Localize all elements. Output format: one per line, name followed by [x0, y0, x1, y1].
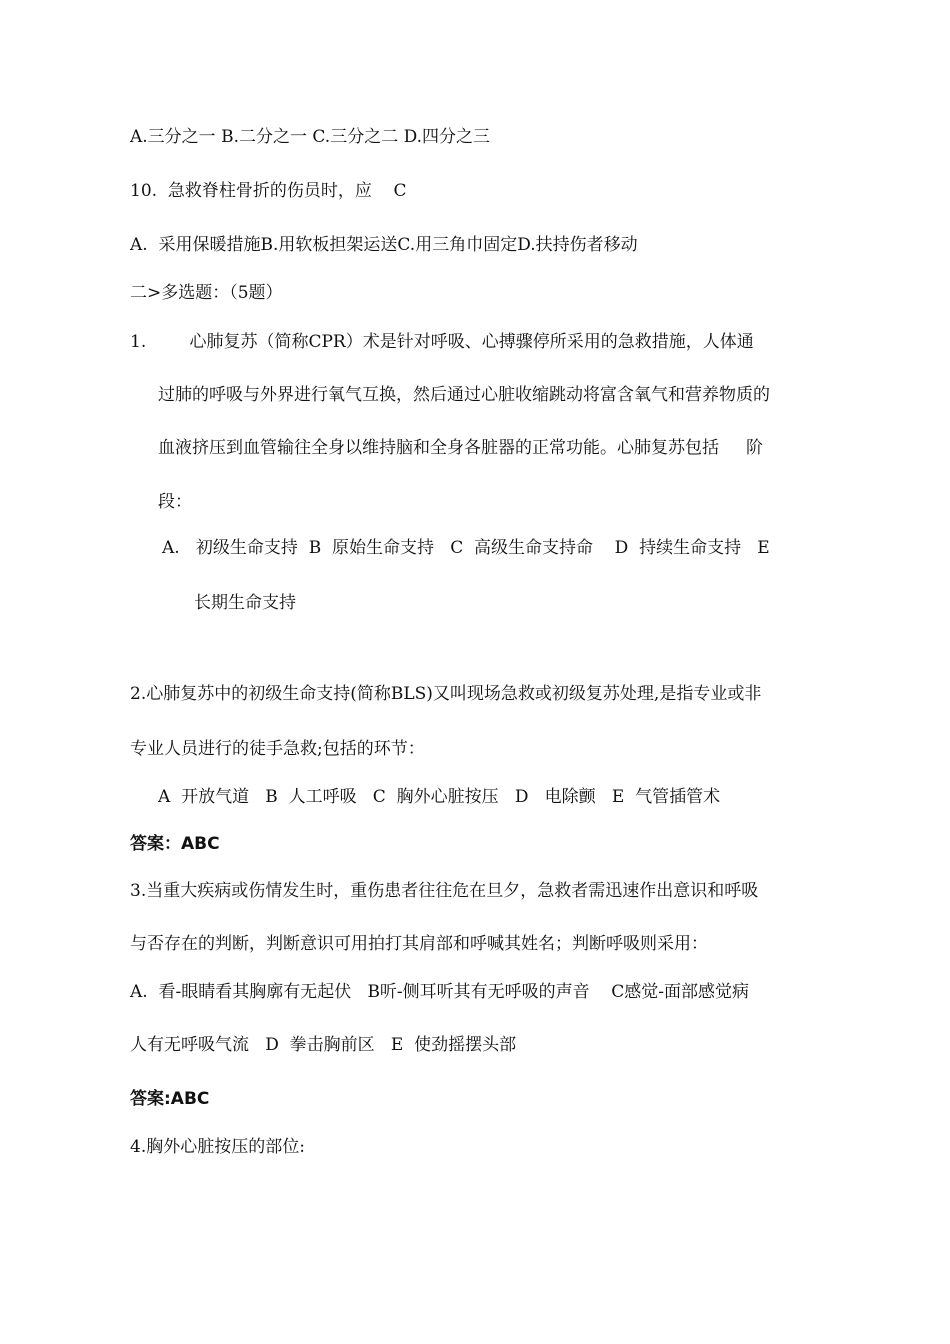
mq1-question-line4: 段：: [158, 492, 192, 512]
q9-options: A.三分之一 B.二分之一 C.三分之二 D.四分之三: [130, 127, 491, 147]
q10-question: 10. 急救脊柱骨折的伤员时，应 C: [130, 181, 407, 201]
mq2-answer: 答案：ABC: [130, 834, 220, 854]
mq1-question-line2: 过肺的呼吸与外界进行氧气互换，然后通过心脏收缩跳动将富含氧气和营养物质的: [158, 385, 770, 405]
mq3-options-line1: A. 看-眼睛看其胸廓有无起伏 B听-侧耳听其有无呼吸的声音 C感觉-面部感觉病: [130, 982, 750, 1002]
mq3-answer: 答案:ABC: [130, 1089, 210, 1109]
mq1-options-line2: 长期生命支持: [194, 593, 296, 613]
mq4-question: 4.胸外心脏按压的部位:: [130, 1137, 305, 1157]
mq2-question-line1: 2.心肺复苏中的初级生命支持(简称BLS)又叫现场急救或初级复苏处理,是指专业或非: [130, 684, 762, 704]
mq3-options-line2: 人有无呼吸气流 D 拳击胸前区 E 使劲摇摆头部: [130, 1035, 517, 1055]
mq1-options-line1: A. 初级生命支持 B 原始生命支持 C 高级生命支持命 D 持续生命支持 E: [162, 538, 770, 558]
mq1-question-line1: 1. 心肺复苏（简称CPR）术是针对呼吸、心搏骤停所采用的急救措施，人体通: [130, 332, 754, 352]
section-heading: 二>多选题：（5题）: [130, 283, 283, 303]
mq3-question-line1: 3.当重大疾病或伤情发生时，重伤患者往往危在旦夕，急救者需迅速作出意识和呼吸: [130, 881, 759, 901]
mq2-options: A 开放气道 B 人工呼吸 C 胸外心脏按压 D 电除颤 E 气管插管术: [158, 787, 721, 807]
mq1-question-line3: 血液挤压到血管输往全身以维持脑和全身各脏器的正常功能。心肺复苏包括 阶: [158, 438, 764, 458]
mq2-question-line2: 专业人员进行的徒手急救;包括的环节：: [130, 739, 425, 759]
mq3-question-line2: 与否存在的判断，判断意识可用拍打其肩部和呼喊其姓名；判断呼吸则采用：: [130, 934, 708, 954]
q10-options: A. 采用保暖措施B.用软板担架运送C.用三角巾固定D.扶持伤者移动: [130, 235, 638, 255]
